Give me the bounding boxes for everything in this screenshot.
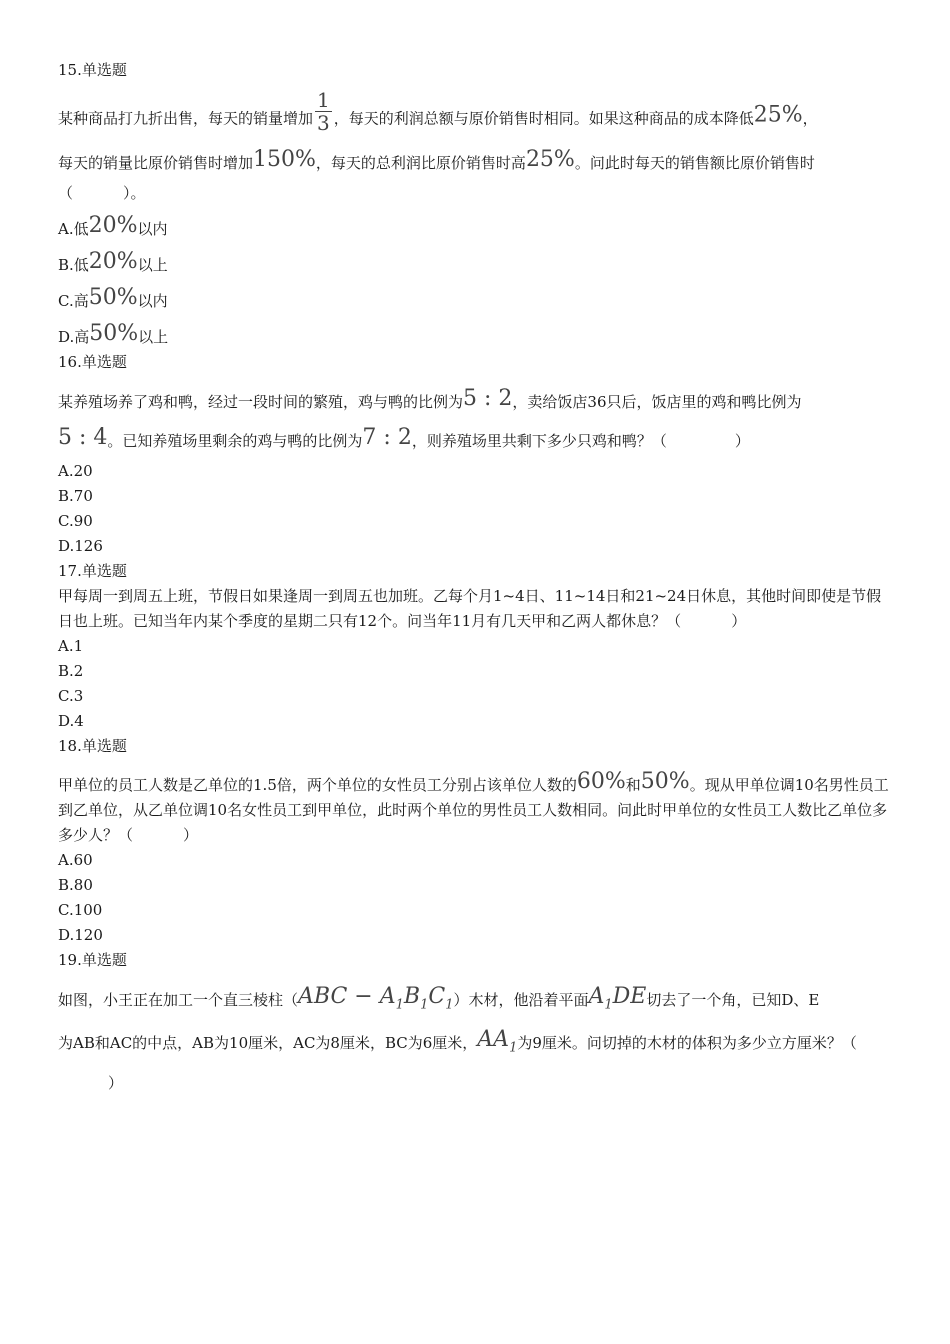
option-a[interactable]: A.低20%以内 [58,213,168,238]
stem-text: ） [731,612,747,630]
option-c[interactable]: C.3 [58,687,84,705]
stem-text: ，每天的总利润比原价销售时高 [315,154,526,172]
question-15-blank [58,181,890,206]
option-a[interactable]: A.20 [58,462,93,480]
stem-text: 某养殖场养了鸡和鸭，经过一段时间的繁殖，鸡与鸭的比例为 [58,393,464,411]
question-16-stem [58,381,890,459]
stem-text: 为AB和AC的中点，AB为10厘米，AC为8厘米，BC为6厘米， [58,1034,478,1053]
math-25-percent: 25% [753,102,803,128]
option-d[interactable]: D.126 [58,537,103,555]
question-17-stem [58,584,890,634]
option-b[interactable]: B.低20%以上 [58,249,168,274]
math-edge-name: $AA_1$ [477,1027,518,1056]
stem-text: ， [802,109,818,128]
question-16 [58,350,890,559]
question-15-stem [58,88,890,181]
question-15 [58,58,890,350]
question-17 [58,559,890,734]
stem-text: ）。 [123,184,146,202]
math-ratio-5-4: 5 : 4 [58,425,108,450]
stem-text: ，则养殖场里共剩下多少只鸡和鸭？（ [411,432,667,450]
option-b[interactable]: B.70 [58,487,93,505]
math-150-percent: 150% [253,147,316,172]
option-a[interactable]: A.1 [58,637,84,655]
fraction-one-third: $\frac{1}{3}$ [317,88,330,135]
question-16-type: 16.单选题 [58,353,127,371]
question-18-stem [58,769,890,848]
stem-text: 。已知养殖场里剩余的鸡与鸭的比例为 [107,432,363,450]
math-25-percent: 25% [525,147,575,172]
stem-text: ） [108,1073,124,1092]
math-60-percent: 60% [576,769,626,794]
stem-text: 。问此时每天的销售额比原价销售时 [574,154,815,172]
option-d[interactable]: D.高50%以上 [58,321,169,346]
question-19 [58,948,890,1101]
math-50-percent: 50% [640,769,690,794]
math-ratio-5-2: 5 : 2 [463,386,513,411]
question-18-type: 18.单选题 [58,737,127,755]
stem-text: ）木材，他沿着平面 [453,991,589,1009]
option-b[interactable]: B.80 [58,876,93,894]
math-ratio-7-2: 7 : 2 [362,425,412,450]
option-c[interactable]: C.100 [58,901,103,919]
math-plane-name: $A_1DE$ [588,984,647,1013]
question-17-type: 17.单选题 [58,562,127,580]
stem-text: 甲单位的员工人数是乙单位的1.5倍，两个单位的女性员工分别占该单位人数的 [58,776,577,794]
question-19-stem [58,979,890,1101]
stem-text: ，卖给饭店36只后，饭店里的鸡和鸭比例为 [512,393,802,411]
math-prism-name: ABC − $A_1B_1C_1$ [298,984,454,1013]
stem-text: （ [58,184,74,202]
stem-text: ，每天的利润总额与原价销售时相同。如果这种商品的成本降低 [333,109,754,128]
question-19-type: 19.单选题 [58,951,127,969]
stem-text: 和 [625,776,641,794]
stem-text: 切去了一个角，已知D、E [646,991,820,1009]
stem-text: 甲每周一到周五上班，节假日如果逢周一到周五也加班。乙每个月1~4日、11~14日和21~24日休息，其他时间即使是节假日也上班。已知当年内某个季度的星期二只有12个。问当年11月有几天甲和乙两人都休息？（ [58,587,882,630]
stem-text: ） [183,826,199,844]
option-c[interactable]: C.高50%以内 [58,285,168,310]
option-d[interactable]: D.120 [58,926,103,944]
stem-text: 。现从甲单位调10名男性员工到乙单位，从乙单位调10名女性员工到甲单位，此时两个单位的男性员工人数相同。问此时甲单位的女性员工人数比乙单位多多少人？（ [58,776,889,844]
stem-text: 为9厘米。问切掉的木材的体积为多少立方厘米？（ [517,1034,857,1053]
question-page [58,58,890,1101]
option-d[interactable]: D.4 [58,712,84,730]
option-c[interactable]: C.90 [58,512,93,530]
stem-text: 某种商品打九折出售，每天的销量增加 [58,109,314,128]
question-18 [58,734,890,948]
question-15-type: 15.单选题 [58,61,127,79]
stem-text: ） [734,432,750,450]
stem-text: 如图，小王正在加工一个直三棱柱（ [58,991,299,1009]
option-a[interactable]: A.60 [58,851,93,869]
option-b[interactable]: B.2 [58,662,84,680]
stem-text: 每天的销量比原价销售时增加 [58,154,254,172]
